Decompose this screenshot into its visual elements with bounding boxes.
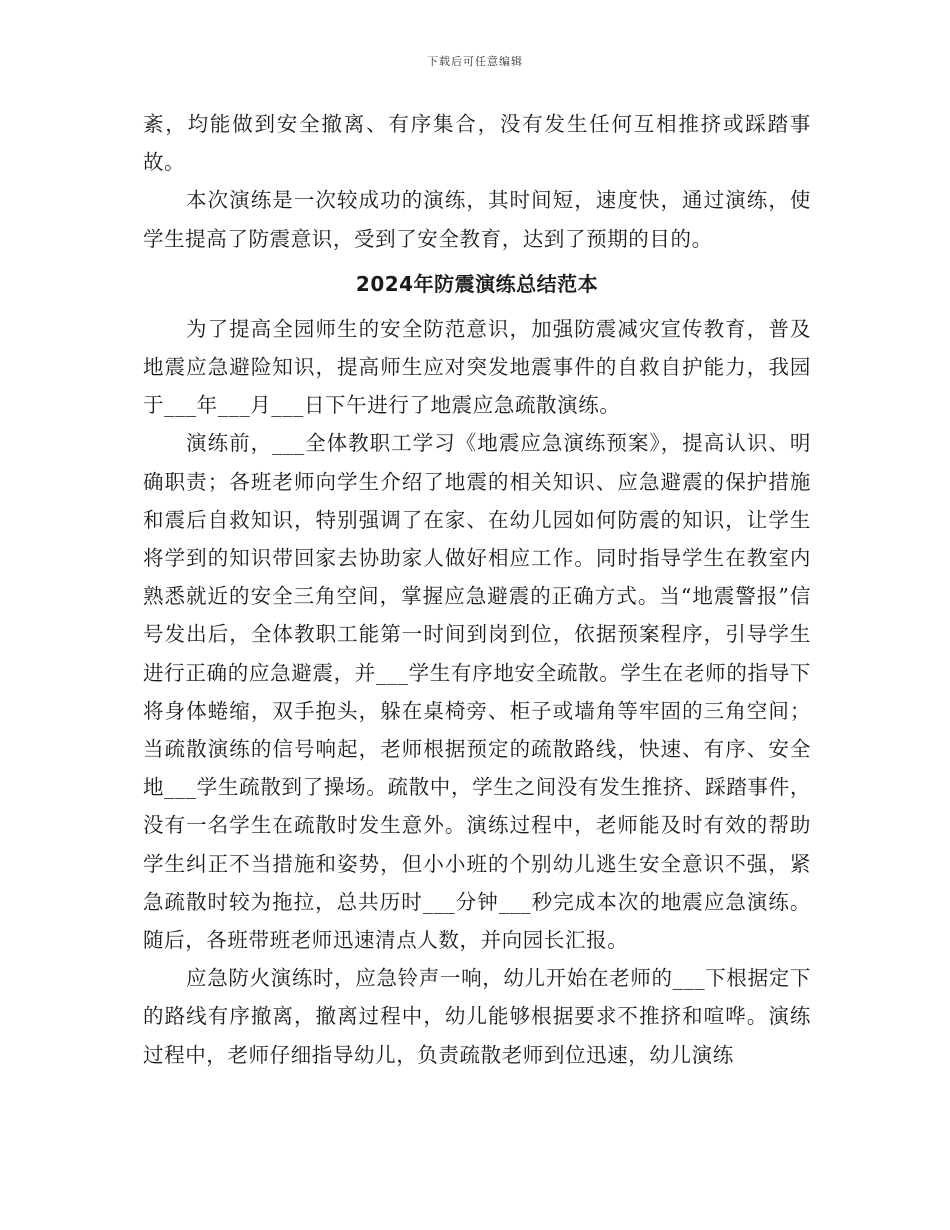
document-title: 2024年防震演练总结范本 <box>355 271 599 296</box>
document-body <box>143 105 811 1074</box>
body-paragraph-1: 为了提高全园师生的安全防范意识，加强防震减灾宣传教育，普及地震应急避险知识，提高师生应对突发地震事件的自救自护能力，我园于___年___月___日下午进行了地震应急疏散演练。 <box>143 316 811 418</box>
body-paragraph-2: 演练前，___全体教职工学习《地震应急演练预案》，提高认识、明确职责；各班老师向学生介绍了地震的相关知识、应急避震的保护措施和震后自救知识，特别强调了在家、在幼儿园如何防震的知识，让学生将学到的知识带回家去协助家人做好相应工作。同时指导学生在教室内熟悉就近的安全三角空间，掌握应急避震的正确方式。当“地震警报”信号发出后，全体教职工能第一时间到岗到位，依据预案程序，引导学生进行正确的应急避震，并___学生有序地安全疏散。学生在老师的指导下将身体蜷缩，双手抱头，躲在桌椅旁、柜子或墙角等牢固的三角空间；当疏散演练的信号响起，老师根据预定的疏散路线，快速、有序、安全地___学生疏散到了操场。疏散中，学生之间没有发生推挤、踩踏事件，没有一名学生在疏散时发生意外。演练过程中，老师能及时有效的帮助学生纠正不当措施和姿势，但小小班的个别幼儿逃生安全意识不强，紧急疏散时较为拖拉，总共历时___分钟___秒完成本次的地震应急演练。随后，各班带班老师迅速清点人数，并向园长汇报。 <box>143 431 811 953</box>
body-paragraph-3: 应急防火演练时，应急铃声一响，幼儿开始在老师的___下根据定下的路线有序撤离，撤离过程中，幼儿能够根据要求不推挤和喧哗。演练过程中，老师仔细指导幼儿，负责疏散老师到位迅速，幼儿演练 <box>143 966 811 1067</box>
continuation-paragraph-1: 紊，均能做到安全撤离、有序集合，没有发生任何互相推挤或踩踏事故。 <box>143 112 811 175</box>
page-header: 下载后可任意编辑 <box>427 55 523 68</box>
continuation-paragraph-2: 本次演练是一次较成功的演练，其时间短，速度快，通过演练，使学生提高了防震意识，受到了安全教育，达到了预期的目的。 <box>143 188 811 251</box>
